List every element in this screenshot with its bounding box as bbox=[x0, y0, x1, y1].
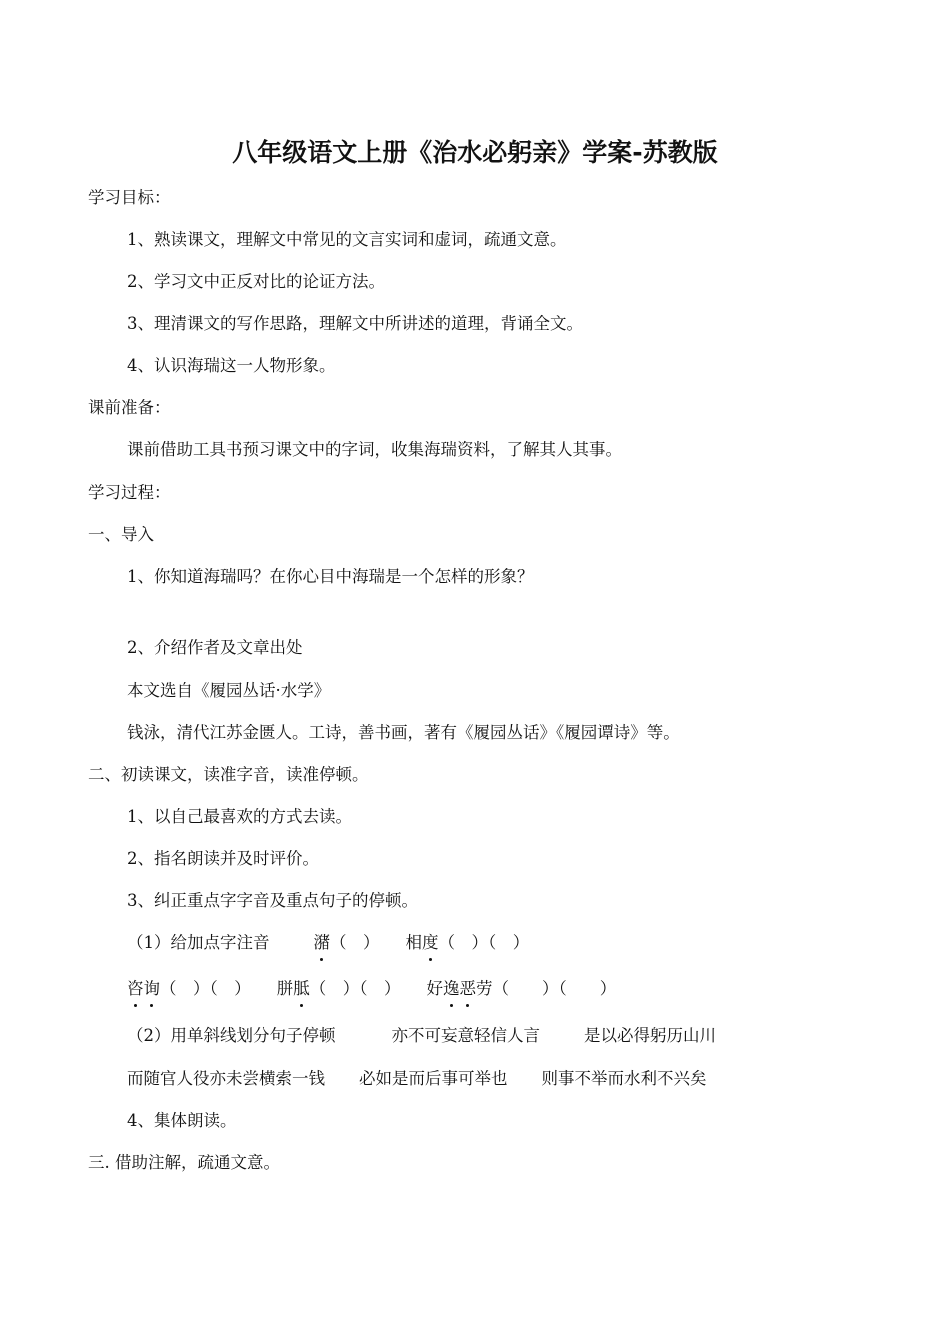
answer-blank: （ ） bbox=[330, 933, 380, 952]
phonetic-word: 相 bbox=[405, 933, 422, 952]
pause-sentence: 亦不可妄意轻信人言 bbox=[391, 1026, 540, 1045]
phonetic-word: 胼 bbox=[276, 979, 294, 998]
pause-sentence: 则事不举而水利不兴矣 bbox=[541, 1069, 707, 1088]
dotted-char: 恶 bbox=[459, 979, 476, 998]
objective-item: 3、理清课文的写作思路，理解文中所讲述的道理，背诵全文。 bbox=[127, 314, 583, 333]
section1-question-2: 2、介绍作者及文章出处 bbox=[127, 638, 303, 657]
section2-item-2: 2、指名朗读并及时评价。 bbox=[127, 849, 319, 868]
answer-blank: （ ）（ ） bbox=[438, 933, 530, 952]
preparation-text: 课前借助工具书预习课文中的字词，收集海瑞资料，了解其人其事。 bbox=[127, 440, 622, 459]
phonetic-row-2 bbox=[127, 978, 616, 1000]
phonetic-word: 好 bbox=[426, 979, 443, 998]
pause-row-1 bbox=[127, 1025, 716, 1047]
pause-label: （2）用单斜线划分句子停顿 bbox=[127, 1026, 336, 1045]
section3-heading: 三. 借助注解，疏通文意。 bbox=[88, 1153, 280, 1172]
dotted-char: 胝 bbox=[293, 979, 310, 998]
process-heading: 学习过程： bbox=[88, 483, 171, 502]
pause-row-2 bbox=[127, 1068, 707, 1090]
section2-item-1: 1、以自己最喜欢的方式去读。 bbox=[127, 807, 352, 826]
pause-sentence: 而随官人役亦未尝横索一钱 bbox=[127, 1069, 325, 1088]
phonetic-label: （1）给加点字注音 bbox=[127, 933, 270, 952]
dotted-char: 度 bbox=[422, 933, 439, 952]
dotted-char: 咨 bbox=[127, 979, 144, 998]
section2-item-4: 4、集体朗读。 bbox=[127, 1111, 237, 1130]
answer-blank: （ ）（ ） bbox=[309, 979, 401, 998]
author-text: 钱泳，清代江苏金匮人。工诗，善书画，著有《履园丛话》《履园谭诗》等。 bbox=[127, 723, 680, 742]
section1-heading: 一、导入 bbox=[88, 525, 154, 544]
dotted-char: 潴 bbox=[313, 933, 330, 952]
pause-sentence: 必如是而后事可举也 bbox=[359, 1069, 508, 1088]
answer-blank: （ ）（ ） bbox=[160, 979, 251, 998]
objectives-heading: 学习目标： bbox=[88, 188, 171, 207]
phonetic-row-1 bbox=[127, 932, 529, 954]
pause-sentence: 是以必得躬历山川 bbox=[584, 1026, 716, 1045]
preparation-heading: 课前准备： bbox=[88, 398, 171, 417]
phonetic-word: 劳 bbox=[476, 979, 493, 998]
dotted-char: 逸 bbox=[443, 979, 460, 998]
answer-blank: （ ）（ ） bbox=[492, 979, 617, 998]
objective-item: 1、熟读课文，理解文中常见的文言实词和虚词，疏通文意。 bbox=[127, 230, 567, 249]
section2-item-3: 3、纠正重点字字音及重点句子的停顿。 bbox=[127, 891, 418, 910]
objective-item: 2、学习文中正反对比的论证方法。 bbox=[127, 272, 385, 291]
document-title: 八年级语文上册《治水必躬亲》学案-苏教版 bbox=[232, 138, 718, 167]
objective-item: 4、认识海瑞这一人物形象。 bbox=[127, 356, 336, 375]
section2-heading: 二、初读课文，读准字音，读准停顿。 bbox=[88, 765, 369, 784]
section1-question-1: 1、你知道海瑞吗？在你心目中海瑞是一个怎样的形象？ bbox=[127, 567, 534, 586]
dotted-char: 询 bbox=[143, 979, 160, 998]
source-text: 本文选自《履园丛话·水学》 bbox=[127, 681, 331, 700]
